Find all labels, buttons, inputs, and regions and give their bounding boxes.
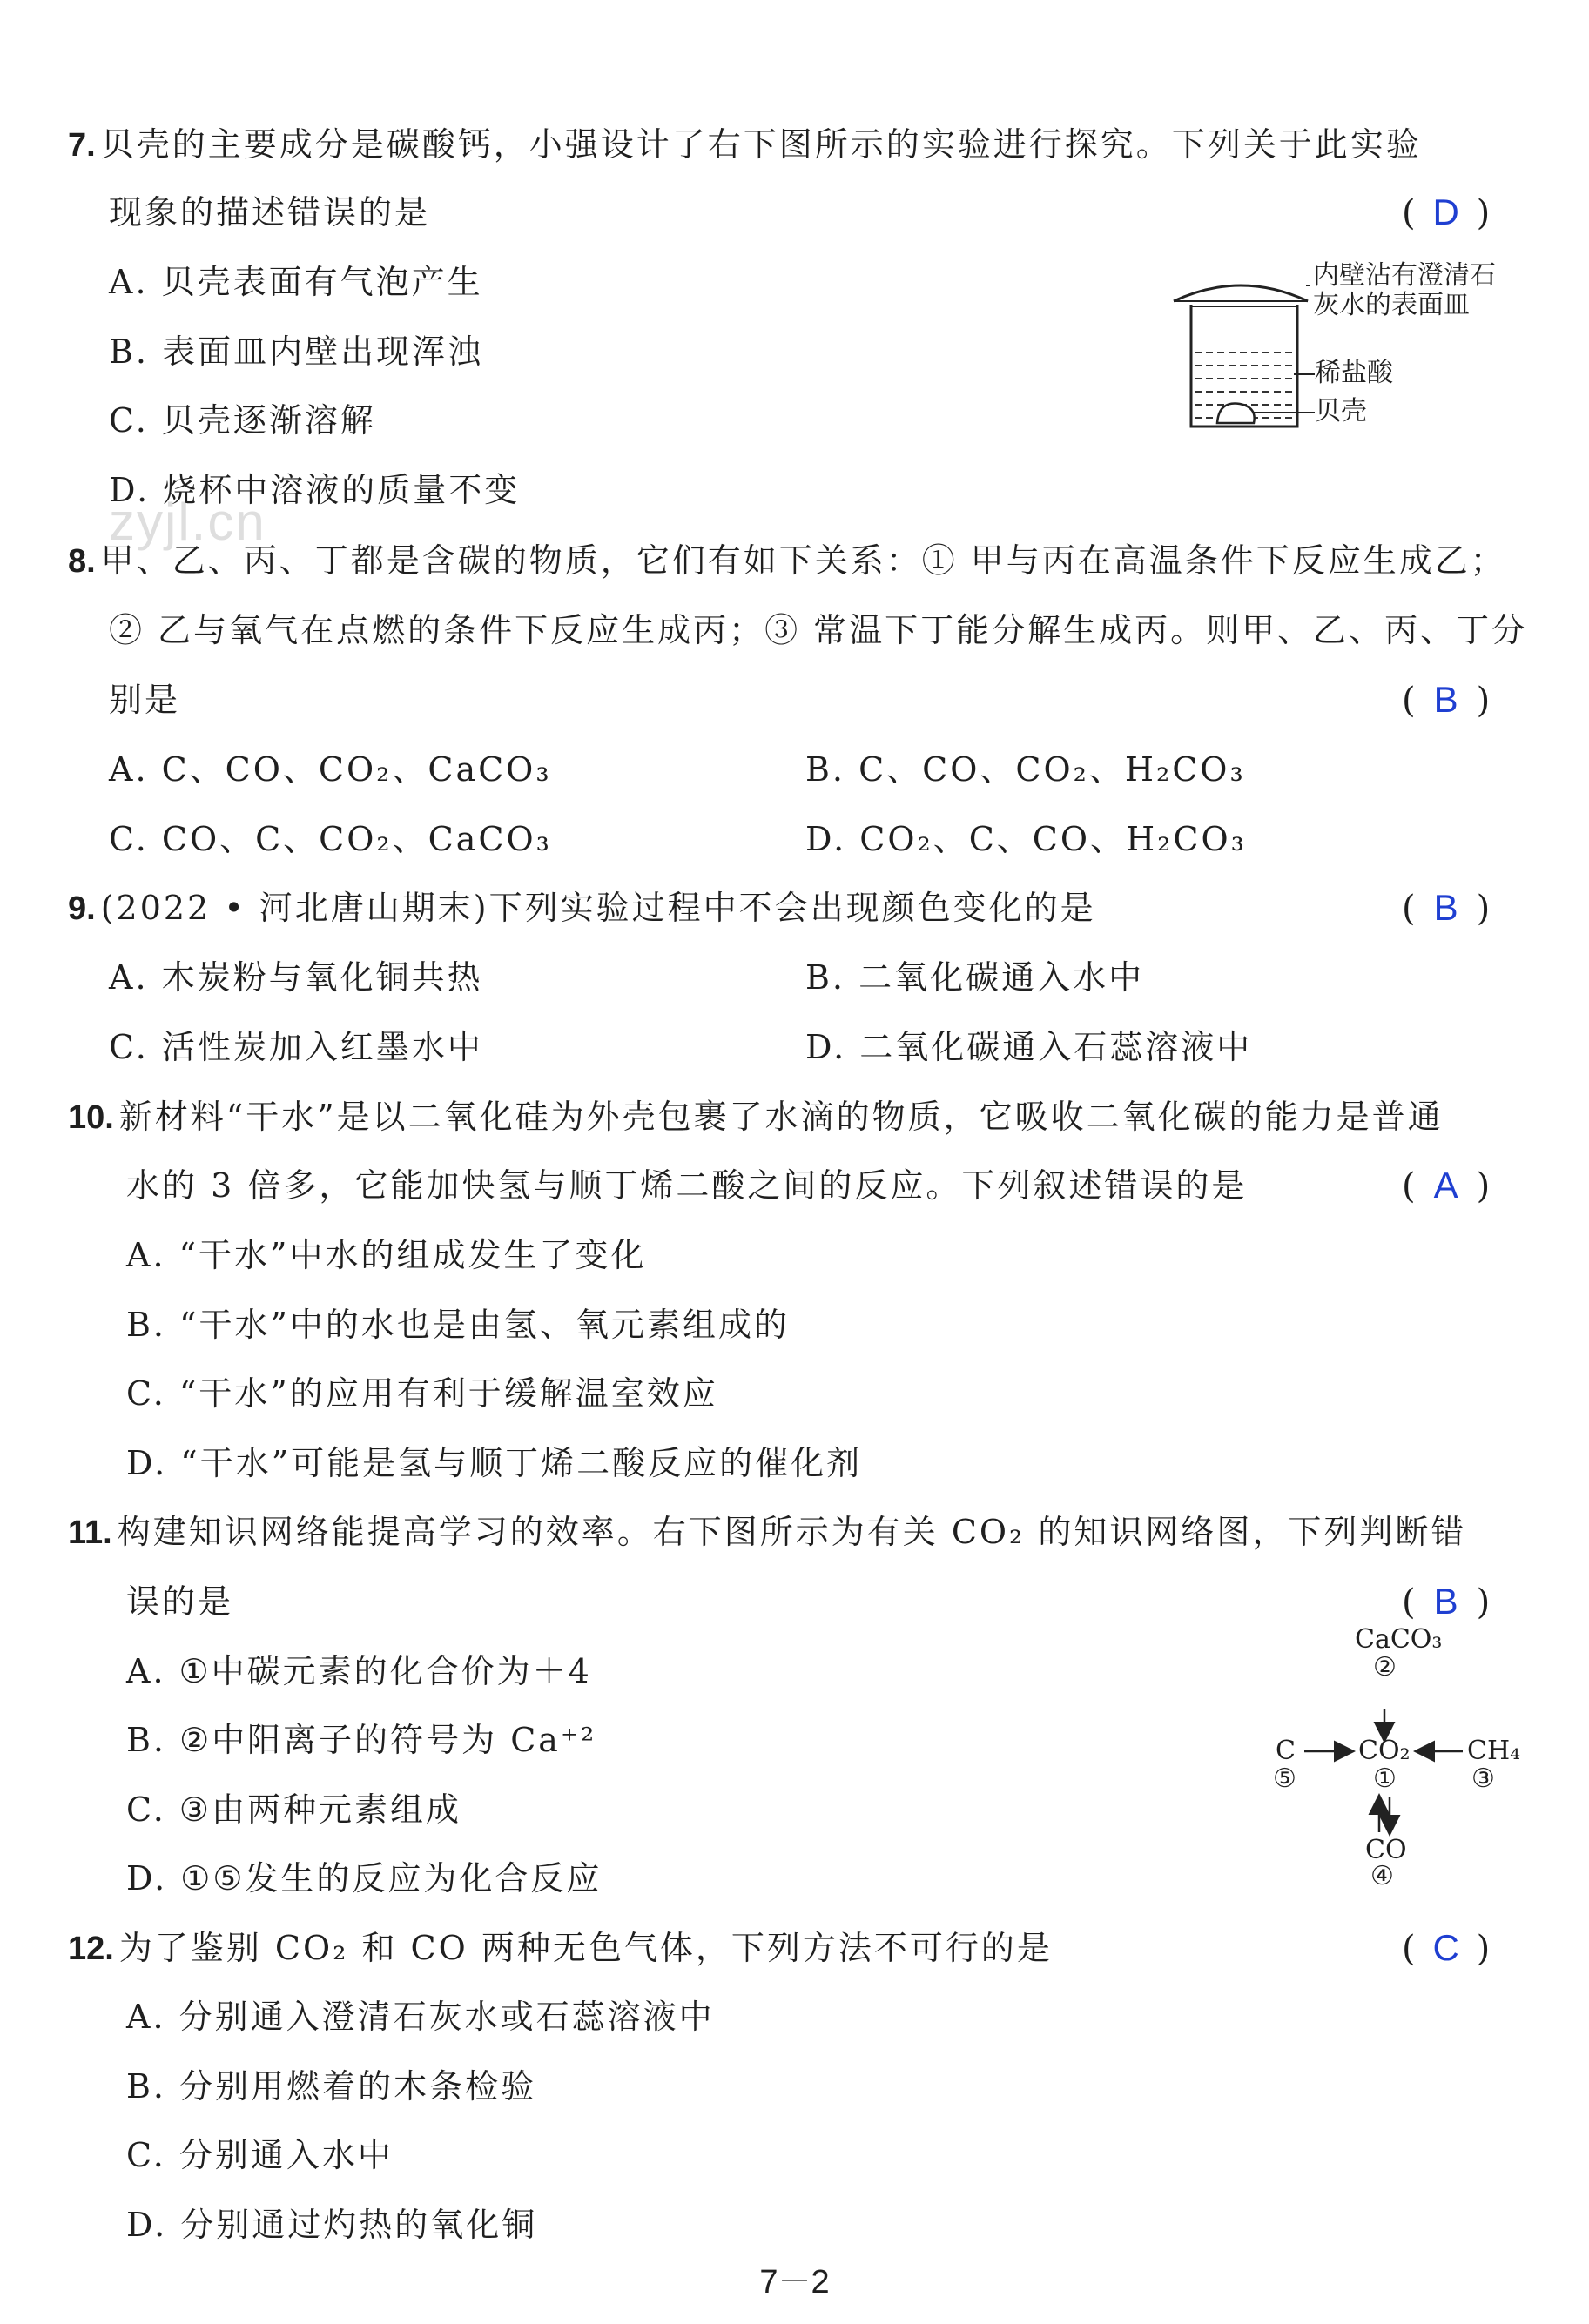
q8-answer-box: ( B ) xyxy=(1402,679,1491,721)
q10-option-c: C. “干水”的应用有利于缓解温室效应 xyxy=(126,1374,718,1413)
q7-line1 xyxy=(68,122,1422,168)
watch-glass xyxy=(1174,285,1308,301)
node-co-number: ④ xyxy=(1370,1861,1394,1891)
q7-answer-box: ( D ) xyxy=(1402,191,1491,233)
q12-answer-box: ( C ) xyxy=(1402,1927,1491,1969)
beaker-figure xyxy=(1167,270,1315,435)
fig-label-shell: 贝壳 xyxy=(1315,396,1367,427)
q7-option-c: C. 贝壳逐渐溶解 xyxy=(109,401,376,440)
q12-stem-1: 为了鉴别 CO₂ 和 CO 两种无色气体，下列方法不可行的是 xyxy=(118,1929,1053,1967)
q9-option-b: B. 二氧化碳通入水中 xyxy=(805,958,1145,997)
q12-option-d: D. 分别通过灼热的氧化铜 xyxy=(126,2206,538,2244)
q11-option-b: B. ②中阳离子的符号为 Ca⁺² xyxy=(126,1721,597,1759)
q9-answer: B xyxy=(1433,887,1458,928)
fig-label-acid: 稀盐酸 xyxy=(1315,358,1393,388)
q11-answer: B xyxy=(1433,1581,1458,1622)
q11-stem-2: 误的是 xyxy=(126,1582,234,1621)
q12-line1 xyxy=(68,1925,1053,1971)
q10-answer-box: ( A ) xyxy=(1402,1165,1491,1206)
q10-option-b: B. “干水”中的水也是由氢、氧元素组成的 xyxy=(126,1306,790,1344)
q10-answer: A xyxy=(1433,1165,1458,1206)
q11-answer-box: ( B ) xyxy=(1402,1581,1491,1622)
node-co: CO xyxy=(1365,1835,1407,1865)
watermark: zyjl.cn xyxy=(109,493,266,551)
q9-option-d: D. 二氧化碳通入石蕊溶液中 xyxy=(805,1028,1253,1066)
q7-number: 7. xyxy=(68,127,96,164)
q10-option-d: D. “干水”可能是氢与顺丁烯二酸反应的催化剂 xyxy=(126,1444,863,1482)
q9-option-a: A. 木炭粉与氧化铜共热 xyxy=(109,958,483,997)
q8-option-a: A. C、CO、CO₂、CaCO₃ xyxy=(109,750,552,789)
q7-option-d: D. 烧杯中溶液的质量不变 xyxy=(109,471,521,509)
node-ch4: CH₄ xyxy=(1467,1736,1521,1766)
q8-stem-3: 别是 xyxy=(109,681,181,719)
q7-answer: D xyxy=(1432,191,1459,232)
q7-stem-2: 现象的描述错误的是 xyxy=(109,193,431,232)
q7-stem-1: 贝壳的主要成分是碳酸钙，小强设计了右下图所示的实验进行探究。下列关于此实验 xyxy=(100,125,1422,164)
node-caco3: CaCO₃ xyxy=(1355,1624,1443,1655)
node-c: C xyxy=(1276,1736,1296,1766)
node-caco3-number: ② xyxy=(1373,1652,1397,1683)
fig-label-dish-1: 内壁沾有澄清石 xyxy=(1313,260,1496,291)
q12-number: 12. xyxy=(68,1931,114,1967)
q8-option-c: C. CO、C、CO₂、CaCO₃ xyxy=(109,820,552,858)
q10-stem-2: 水的 3 倍多，它能加快氢与顺丁烯二酸之间的反应。下列叙述错误的是 xyxy=(126,1166,1248,1205)
q11-line1 xyxy=(68,1509,1466,1555)
node-ch4-number: ③ xyxy=(1471,1763,1495,1794)
q11-stem-1: 构建知识网络能提高学习的效率。右下图所示为有关 CO₂ 的知识网络图，下列判断错 xyxy=(117,1513,1467,1551)
q8-number: 8. xyxy=(68,543,96,580)
node-co2-number: ① xyxy=(1373,1763,1397,1794)
q8-stem-2: ② 乙与氧气在点燃的条件下反应生成丙；③ 常温下丁能分解生成丙。则甲、乙、丙、丁分 xyxy=(109,611,1528,649)
q9-number: 9. xyxy=(68,890,96,927)
q11-number: 11. xyxy=(68,1515,112,1551)
q7-option-b: B. 表面皿内壁出现浑浊 xyxy=(109,332,484,371)
q10-option-a: A. “干水”中水的组成发生了变化 xyxy=(126,1236,647,1274)
q8-stem-1: 甲、乙、丙、丁都是含碳的物质，它们有如下关系：① 甲与丙在高温条件下反应生成乙； xyxy=(100,541,1506,580)
q12-option-b: B. 分别用燃着的木条检验 xyxy=(126,2067,537,2106)
q9-stem-1: (2022 • 河北唐山期末)下列实验过程中不会出现颜色变化的是 xyxy=(100,889,1096,927)
q10-stem-1: 新材料“干水”是以二氧化硅为外壳包裹了水滴的物质，它吸收二氧化碳的能力是普通 xyxy=(118,1098,1444,1136)
q7-option-a: A. 贝壳表面有气泡产生 xyxy=(109,263,483,301)
q9-option-c: C. 活性炭加入红墨水中 xyxy=(109,1028,483,1066)
q11-option-a: A. ①中碳元素的化合价为＋4 xyxy=(126,1652,592,1690)
q10-line1 xyxy=(68,1094,1444,1140)
node-c-number: ⑤ xyxy=(1273,1763,1296,1794)
q12-option-a: A. 分别通入澄清石灰水或石蕊溶液中 xyxy=(126,1998,715,2036)
fig-label-dish-2: 灰水的表面皿 xyxy=(1313,290,1470,320)
q8-line1 xyxy=(68,538,1506,584)
shell-piece xyxy=(1217,403,1255,423)
q11-option-d: D. ①⑤发生的反应为化合反应 xyxy=(126,1859,603,1897)
q8-option-d: D. CO₂、C、CO、H₂CO₃ xyxy=(805,820,1247,858)
q9-answer-box: ( B ) xyxy=(1402,887,1491,929)
q9-line1 xyxy=(68,885,1096,931)
q12-answer: C xyxy=(1432,1927,1459,1968)
node-co2: CO₂ xyxy=(1358,1736,1411,1766)
page-number: 7－2 xyxy=(759,2264,830,2300)
q11-option-c: C. ③由两种元素组成 xyxy=(126,1790,461,1829)
q8-option-b: B. C、CO、CO₂、H₂CO₃ xyxy=(805,750,1246,789)
q12-option-c: C. 分别通入水中 xyxy=(126,2136,394,2174)
q10-number: 10. xyxy=(68,1099,114,1136)
q8-answer: B xyxy=(1433,679,1458,720)
